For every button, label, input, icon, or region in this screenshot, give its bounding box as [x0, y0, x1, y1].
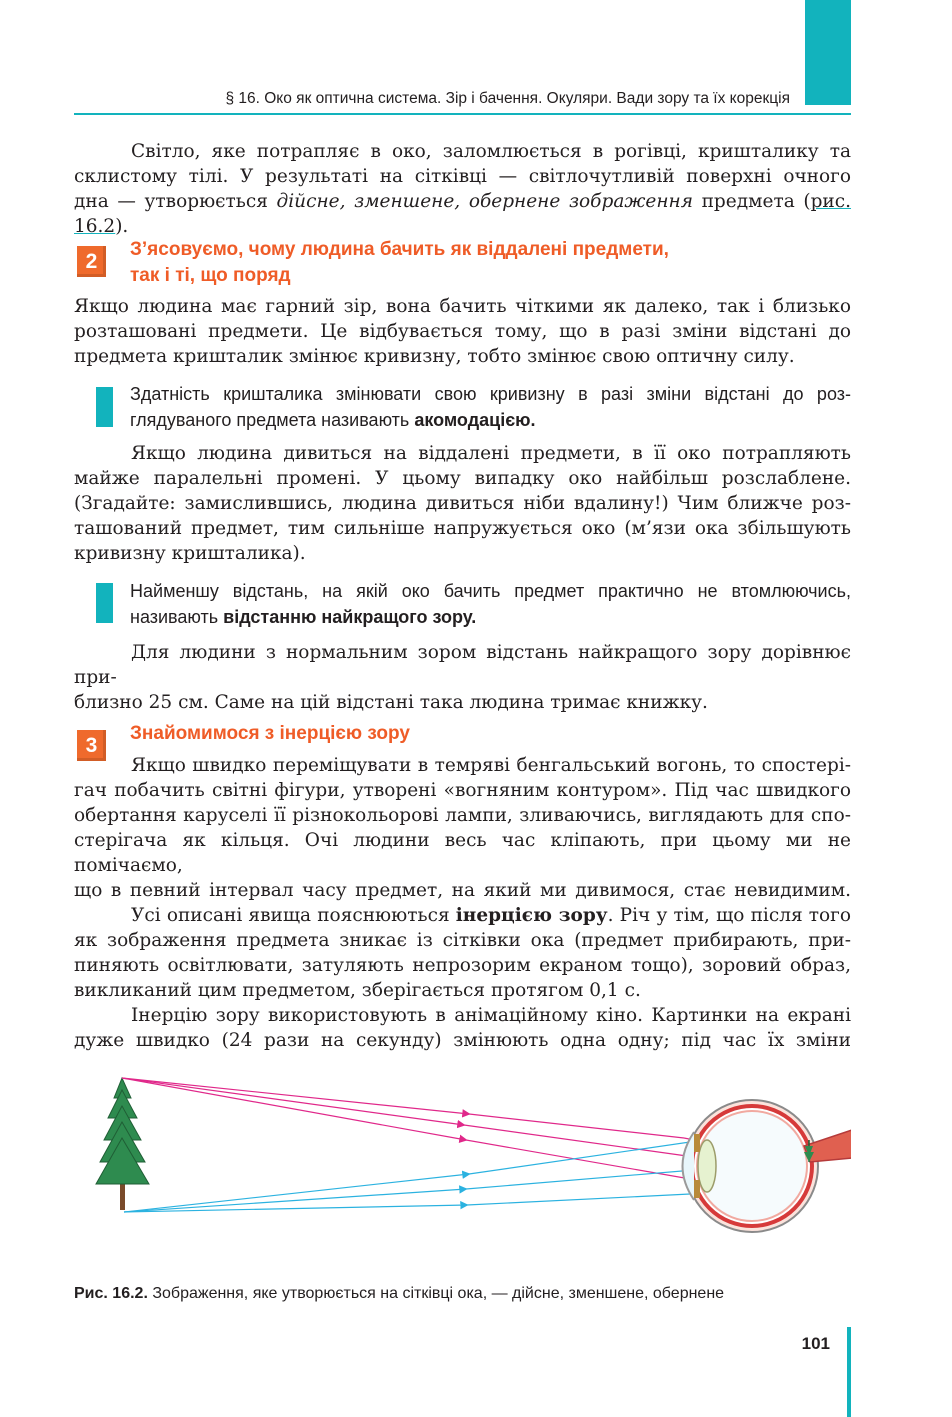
- caption-text: Зображення, яке утворюється на сітківці ока, — дійсне, зменшене, обернене: [147, 1285, 725, 1302]
- paragraph-text: Якщо швидко переміщувати в темряві бенгальський вогонь, то спостері-: [131, 755, 851, 776]
- definition-marker: [96, 583, 113, 623]
- section-title-line-1: Знайомимося з інерцією зору: [130, 723, 410, 744]
- intro-text-3a: дна — утворюється: [74, 191, 277, 212]
- caption-label: Рис. 16.2.: [74, 1285, 148, 1302]
- definition-term: відстанню найкращого зору.: [223, 607, 477, 627]
- paragraph-text: Інерцію зору використовують в анімаційному кіно. Картинки на екрані: [131, 1005, 851, 1026]
- intro-text-2: склистому тілі. У результаті на сітківці — світлочутливій поверхні очного: [74, 166, 851, 187]
- paragraph-line: розташовані предмети. Це відбувається тому, що в разі зміни відстані до: [74, 321, 851, 342]
- intro-line-3: [74, 189, 851, 239]
- definition-line: Найменшу відстань, на якій око бачить предмет практично не втомлюючись,: [130, 581, 851, 601]
- paragraph-line: викликаний цим предметом, зберігається протягом 0,1 с.: [74, 980, 641, 1001]
- key-term: інерцією зору: [455, 905, 608, 926]
- paragraph-text: . Річ у тім, що після того: [607, 905, 851, 926]
- definition-text: глядуваного предмета називають: [130, 410, 415, 430]
- header-rule: [74, 113, 851, 115]
- intro-line-1: [74, 139, 851, 164]
- paragraph-line: Якщо людина має гарний зір, вона бачить чіткими як далеко, так і близько: [74, 296, 851, 317]
- definition-term: акомодацією.: [414, 410, 536, 430]
- paragraph: [74, 640, 851, 715]
- definition-line: Здатність кришталика змінювати свою кривизну в разі зміни відстані до роз-: [130, 384, 851, 404]
- paragraph-line: пиняють освітлювати, затуляють непрозорим екраном тощо), зоровий образ,: [74, 955, 851, 976]
- paragraph-line: [74, 903, 851, 928]
- cornea: [683, 1132, 695, 1200]
- figure-reference-link[interactable]: рис. 16.2: [74, 191, 852, 237]
- paragraph-line: стерігача як кільця. Очі людини весь час кліпають, при цьому ми не помічаємо,: [74, 830, 851, 876]
- definition-box: [130, 578, 851, 630]
- paragraph-line: що в певний інтервал часу предмет, на який ми дивимося, стає невидимим.: [74, 880, 851, 901]
- section-number-badge: 2: [77, 246, 106, 277]
- page-number: 101: [801, 1334, 830, 1353]
- paragraph: [74, 441, 851, 566]
- paragraph-text: Якщо людина дивиться на віддалені предмети, в її око потрапляють: [131, 443, 851, 464]
- paragraph: [74, 294, 851, 369]
- intro-line-2: [74, 164, 851, 189]
- definition-box: [130, 381, 851, 433]
- definition-marker: [96, 387, 113, 427]
- paragraph-line: [74, 1003, 851, 1028]
- paragraph-text: Усі описані явища пояснюються: [131, 905, 456, 926]
- paragraph-text: Для людини з нормальним зором відстань найкращого зору дорівнює при-: [74, 642, 851, 688]
- intro-italic-term: дійсне, зменшене, обернене зображення: [276, 191, 693, 212]
- paragraph-line: обертання каруселі її різнокольорові лампи, зливаючись, виглядають для спо-: [74, 805, 851, 826]
- figure-caption: [74, 1284, 851, 1304]
- iris-upper: [694, 1134, 700, 1152]
- paragraph-line: (Згадайте: замислившись, людина дивиться ніби вдалину!) Чим ближче роз-: [74, 493, 851, 514]
- paragraph-line: майже паралельні промені. У цьому випадку око найбільш розслаблене.: [74, 468, 851, 489]
- paragraph-line: предмета кришталик змінює кривизну, тобто змінює свою оптичну силу.: [74, 346, 795, 367]
- iris-lower: [694, 1180, 700, 1198]
- paragraph: [74, 753, 851, 1053]
- eye-cross-section: [683, 1100, 852, 1232]
- paragraph-line: близно 25 см. Саме на цій відстані така людина тримає книжку.: [74, 692, 708, 713]
- intro-paragraph: [74, 139, 851, 239]
- intro-text-3b: предмета (: [692, 191, 811, 212]
- paragraph-line: як зображення предмета зникає із сітківки ока (предмет прибирають, при-: [74, 930, 851, 951]
- paragraph-line: гач побачить світні фігури, утворені «вогняним контуром». Під час швидкого: [74, 780, 851, 801]
- chapter-tab: [805, 0, 851, 105]
- intro-text-3c: ).: [115, 216, 129, 237]
- definition-text: називають: [130, 607, 224, 627]
- paragraph-line: ташований предмет, тим сильніше напружується око (м’язи ока збільшують: [74, 518, 851, 539]
- section-title-line-1: З’ясовуємо, чому людина бачить як віддалені предмети,: [130, 239, 669, 260]
- page-edge-rule: [847, 1327, 851, 1417]
- definition-line: [130, 407, 851, 433]
- paragraph-line: [74, 441, 851, 466]
- eye-image-formation-figure: [74, 1062, 851, 1252]
- section-title: [130, 237, 770, 289]
- tree-object: [96, 1078, 149, 1210]
- intro-text-1: Світло, яке потрапляє в око, заломлюється в рогівці, кришталику та: [131, 141, 851, 162]
- crystalline-lens: [698, 1140, 716, 1192]
- paragraph-line: [74, 640, 851, 690]
- definition-line: [130, 604, 851, 630]
- section-title: [130, 721, 770, 747]
- running-header: § 16. Око як оптична система. Зір і бачення. Окуляри. Вади зору та їх корекція: [225, 90, 790, 107]
- paragraph-line: дуже швидко (24 рази на секунду) змінюють одна одну; під час їх зміни: [74, 1030, 851, 1051]
- paragraph-line: кривизну кришталика).: [74, 543, 306, 564]
- section-title-line-2: так і ті, що поряд: [130, 265, 291, 286]
- section-number-badge: 3: [77, 730, 106, 761]
- paragraph-line: [74, 753, 851, 778]
